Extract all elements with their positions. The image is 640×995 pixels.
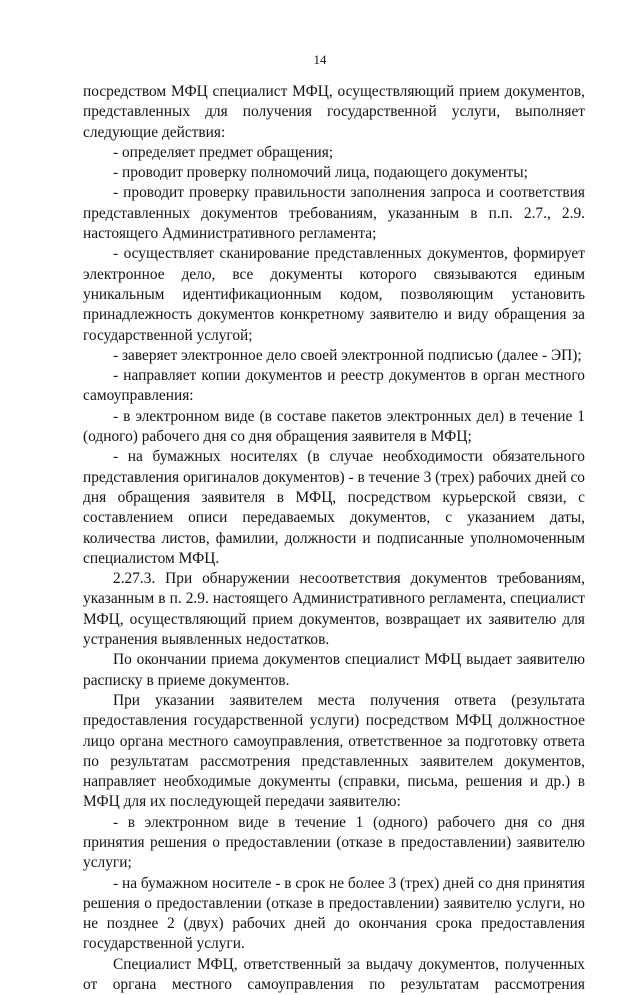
paragraph: - заверяет электронное дело своей электронной подписью (далее - ЭП);	[113, 346, 582, 364]
paragraph: - в электронном виде (в составе пакетов электронных дел) в течение 1 (одного) рабочего дня со дня обращения заявителя в МФЦ;	[83, 407, 585, 446]
page-number: 14	[313, 52, 327, 67]
paragraph: - проводит проверку правильности заполнения запроса и соответствия представленных документов требованиям, указанным в п.п. 2.7., 2.9. настоящего Административного регламента;	[83, 184, 585, 243]
paragraph: - в электронном виде в течение 1 (одного) рабочего дня со дня принятия решения о предоставлении (отказе в предоставлении) заявителю услуги;	[83, 813, 585, 872]
paragraph: По окончании приема документов специалист МФЦ выдает заявителю расписку в приеме документов.	[83, 651, 585, 689]
document-body	[83, 82, 585, 995]
paragraph: - проводит проверку полномочий лица, подающего документы;	[113, 164, 528, 182]
paragraph: При указании заявителем места получения ответа (результата предоставления государственной услуги) посредством МФЦ должностное лицо органа местного самоуправления, ответственное за подготовку ответа по результатам рассмотрения представленных заявителем документов, направляет необходимые документы (справки, письма, решения и др.) в МФЦ для их последующей передачи заявителю:	[83, 691, 585, 811]
paragraph: - на бумажных носителях (в случае необходимости обязательного представления оригиналов документов) - в течение 3 (трех) рабочих дней со дня обращения заявителя в МФЦ, посредством курьерской связи, с составлением описи передаваемых документов, с указанием даты, количества листов, фамилии, должности и подписанные уполномоченным специалистом МФЦ.	[83, 448, 585, 567]
paragraph: - направляет копии документов и реестр документов в орган местного самоуправления:	[83, 367, 585, 405]
paragraph: Специалист МФЦ, ответственный за выдачу документов, полученных от органа местного самоуправления по результатам рассмотрения	[83, 955, 585, 994]
paragraph: - осуществляет сканирование представленных документов, формирует электронное дело, все документы которого связываются единым уникальным идентификационным кодом, позволяющим установить принадлежность документов конкретному заявителю и виду обращения за государственной услугой;	[83, 245, 585, 344]
paragraph: - на бумажном носителе - в срок не более 3 (трех) дней со дня принятия решения о предоставлении (отказе в предоставлении) заявителю услуги, но не позднее 2 (двух) рабочих дней до окончания срока предоставления государственной услуги.	[83, 874, 585, 953]
paragraph: посредством МФЦ специалист МФЦ, осуществляющий прием документов, представленных для получения государственной услуги, выполняет следующие действия:	[83, 83, 585, 141]
paragraph: 2.27.3. При обнаружении несоответствия документов требованиям, указанным в п. 2.9. настоящего Административного регламента, специалист МФЦ, осуществляющий прием документов, возвращает их заявителю для устранения выявленных недостатков.	[83, 570, 585, 649]
paragraph: - определяет предмет обращения;	[113, 143, 334, 161]
